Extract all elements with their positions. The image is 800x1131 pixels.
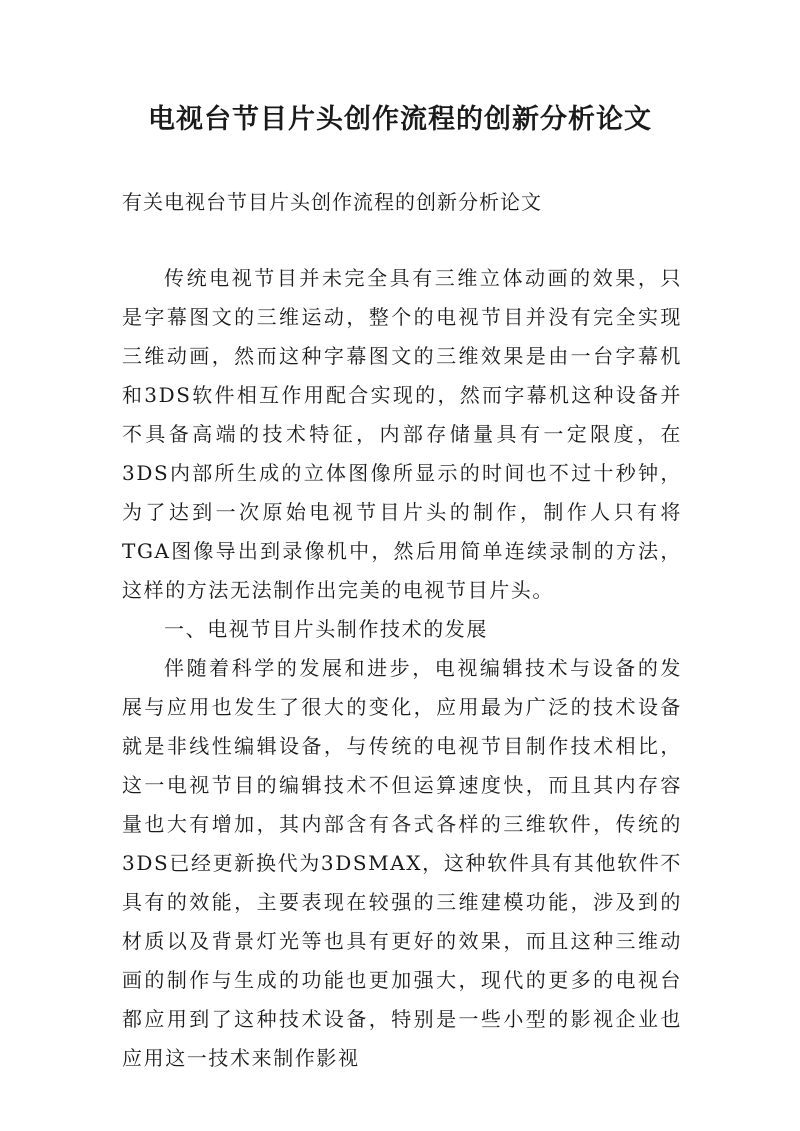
paragraph-2: 伴随着科学的发展和进步，电视编辑技术与设备的发展与应用也发生了很大的变化，应用最为广泛的技术设备就是非线性编辑设备，与传统的电视节目制作技术相比，这一电视节目的编辑技术不但运算速度快，而且其内存容量也大有增加，其内部含有各式各样的三维软件，传统的3DS已经更新换代为3DSMAX，这种软件具有其他软件不具有的效能，主要表现在较强的三维建模功能，涉及到的材质以及背景灯光等也具有更好的效果，而且这种三维动画的制作与生成的功能也更加强大，现代的更多的电视台都应用到了这种技术设备，特别是一些小型的影视企业也应用这一技术来制作影视 [122, 656, 682, 1070]
section-heading-1: 一、电视节目片头制作技术的发展 [164, 617, 488, 641]
paragraph-1: 传统电视节目并未完全具有三维立体动画的效果，只是字幕图文的三维运动，整个的电视节目并没有完全实现三维动画，然而这种字幕图文的三维效果是由一台字幕机和3DS软件相互作用配合实现的，然而字幕机这种设备并不具备高端的技术特征，内部存储量具有一定限度，在3DS内部所生成的立体图像所显示的时间也不过十秒钟，为了达到一次原始电视节目片头的制作，制作人只有将TGA图像导出到录像机中，然后用简单连续录制的方法，这样的方法无法制作出完美的电视节目片头。 [122, 266, 682, 602]
document-title: 电视台节目片头创作流程的创新分析论文 [148, 104, 652, 135]
document-subtitle: 有关电视台节目片头创作流程的创新分析论文 [122, 190, 542, 214]
document-body [122, 259, 682, 1078]
